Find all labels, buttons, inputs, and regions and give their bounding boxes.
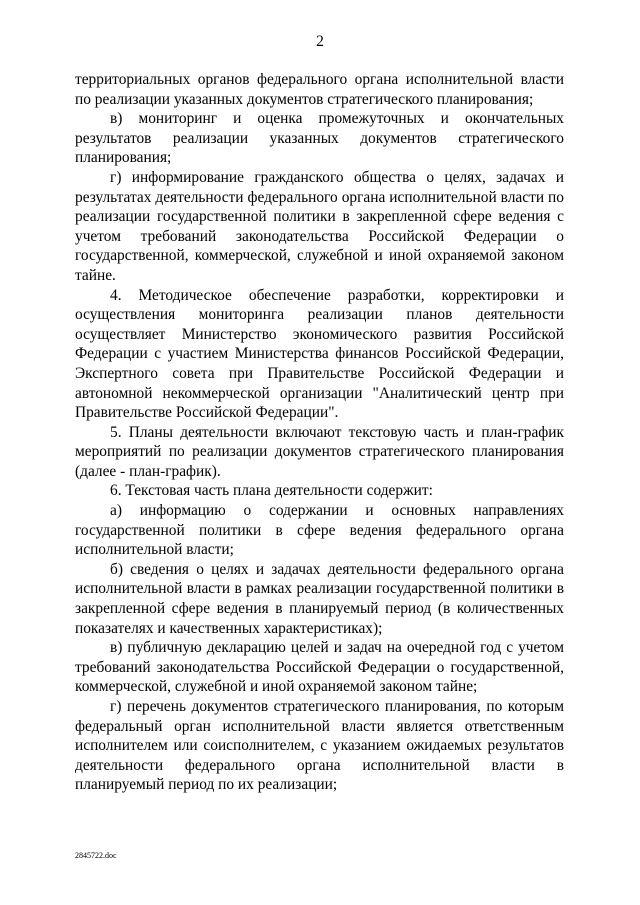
paragraph-item-g-informing: г) информирование гражданского общества о целях, задачах и результатах деятельности федерального органа исполнительной власти по реализации государственной политики в закрепленной сфере ведения с учетом требований законодательства Российской Федерации о государственной, коммерческой, служебной и иной охраняемой законом тайне. [75,168,564,284]
paragraph-item-b-goals: б) сведения о целях и задачах деятельности федерального органа исполнительной власти в рамках реализации государственной политики в закрепленной сфере ведения в планируемый период (в количественных показателях и качественных характеристиках); [75,560,564,637]
paragraph-4-methodical-support: 4. Методическое обеспечение разработки, корректировки и осуществления мониторинга реализации планов деятельности осуществляет Министерство экономического развития Российской Федерации с участием Министерства финансов Российской Федерации, Экспертного совета при Правительстве Российской Федерации и автономной некоммерческой организации "Аналитический центр при Правительстве Российской Федерации". [75,286,564,422]
paragraph-item-a-information: а) информацию о содержании и основных направлениях государственной политики в сфере ведения федерального органа исполнительной власти; [75,502,564,559]
paragraph-item-v-declaration: в) публичную декларацию целей и задач на очередной год с учетом требований законодательства Российской Федерации о государственной, коммерческой, служебной и иной охраняемой законом тайне; [75,639,564,696]
paragraph-continuation: территориальных органов федерального органа исполнительной власти по реализации указанных документов стратегического планирования; [75,71,564,108]
page-number: 2 [316,33,324,50]
document-body [75,70,564,795]
footer-filename: 2845722.doc [75,851,117,860]
paragraph-item-v-monitoring: в) мониторинг и оценка промежуточных и окончательных результатов реализации указанных документов стратегического планирования; [75,110,564,167]
paragraph-item-g-documents-list: г) перечень документов стратегического планирования, по которым федеральный орган исполнительной власти является ответственным исполнителем или соисполнителем, с указанием ожидаемых результатов деятельности федерального органа исполнительной власти в планируемый период по их реализации; [75,698,564,794]
paragraph-5-plans-content: 5. Планы деятельности включают текстовую часть и план-график мероприятий по реализации документов стратегического планирования (далее - план-график). [75,423,564,480]
paragraph-6-text-part: 6. Текстовая часть плана деятельности содержит: [110,482,433,500]
